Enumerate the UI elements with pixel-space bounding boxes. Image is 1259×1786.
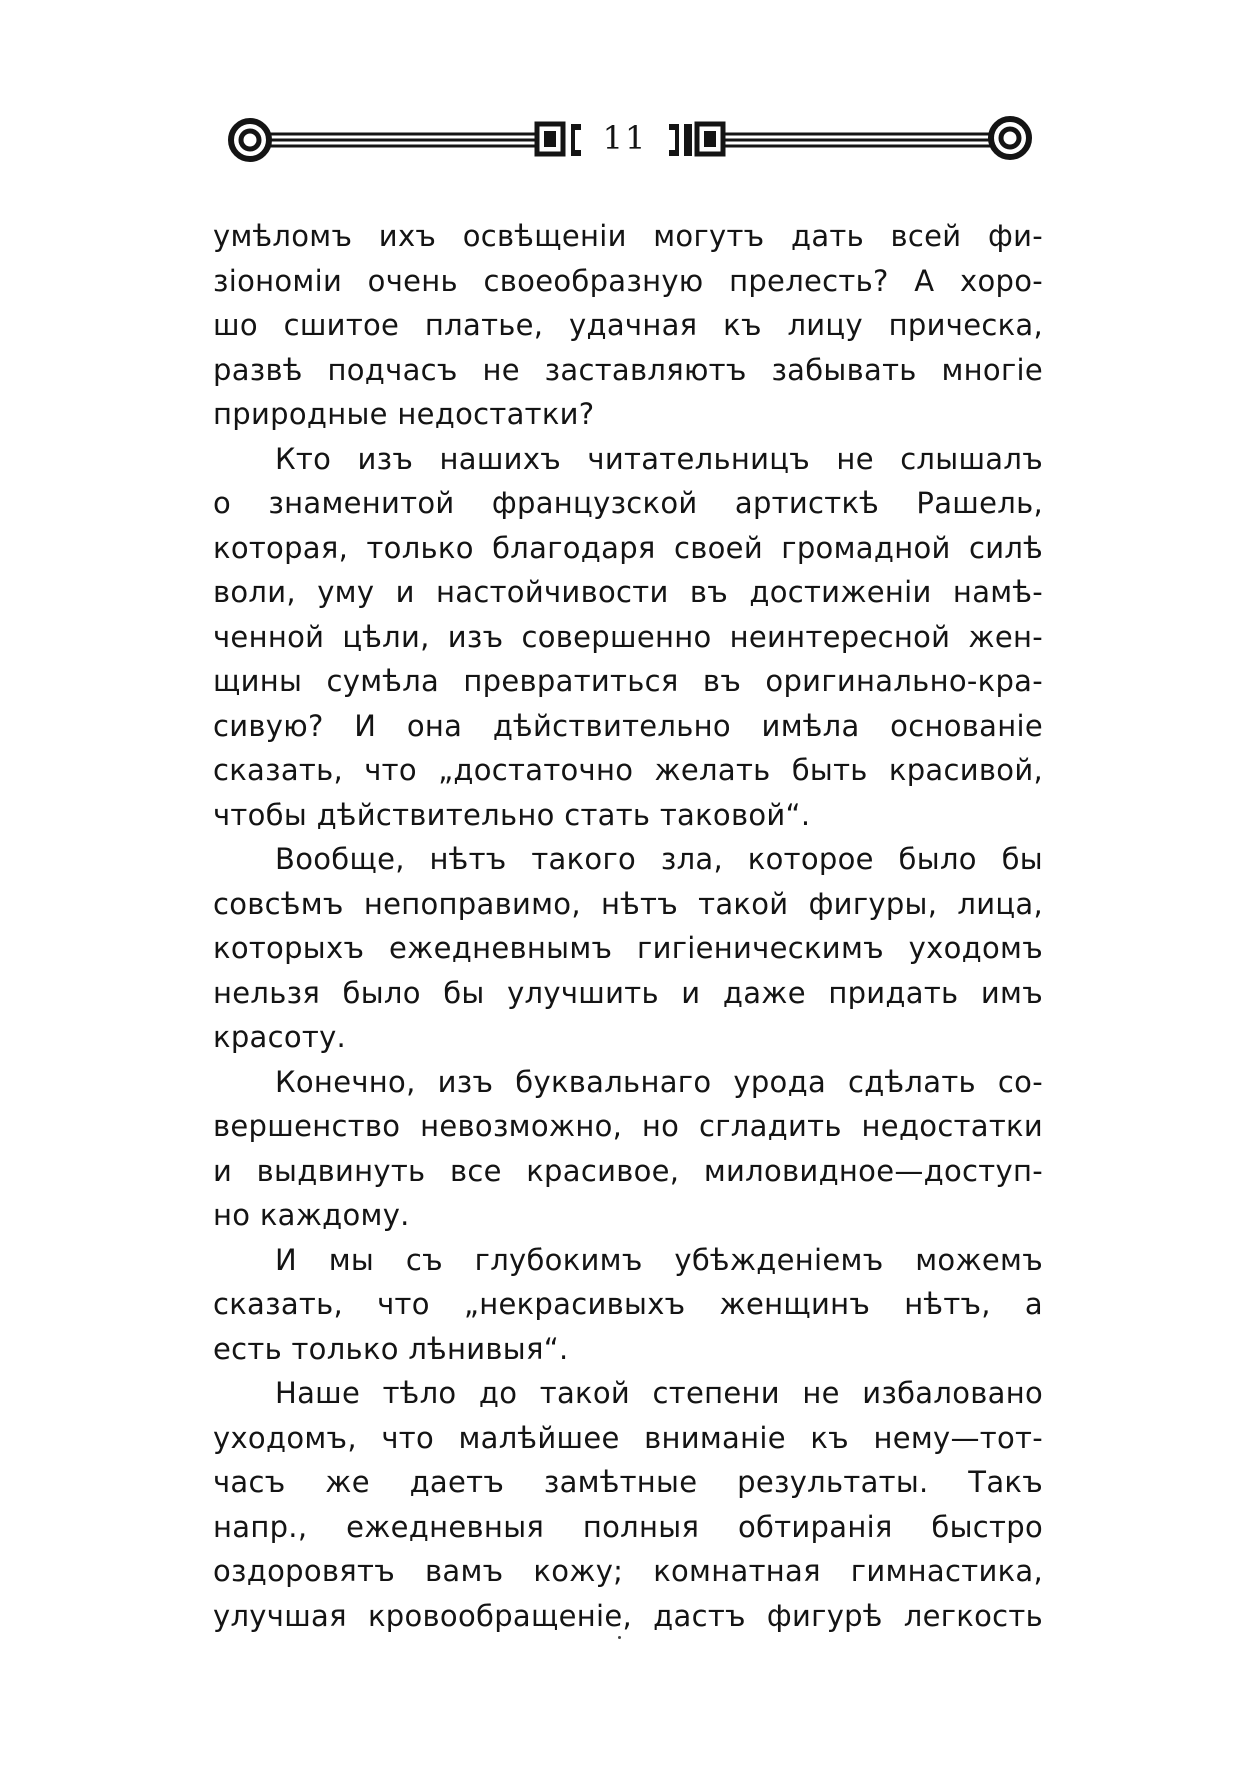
text-line: красоту. (213, 1020, 347, 1054)
text-line: Кто изъ нашихъ читательницъ не слышалъ (275, 441, 1043, 476)
text-line: о знаменитой французской артисткѣ Рашель, (213, 486, 1043, 520)
page-number: 11 (602, 119, 648, 157)
text-line: сивую? И она дѣйствительно имѣла основаніе (213, 708, 1043, 743)
text-line: нельзя было бы улучшить и даже придать имъ (213, 975, 1043, 1010)
text-line: Конечно, изъ буквальнаго урода сдѣлать со- (275, 1064, 1043, 1099)
text-line: сказать, что „некрасивыхъ женщинъ нѣтъ, а (213, 1287, 1043, 1321)
text-line: чтобы дѣйствительно стать таковой“. (213, 797, 811, 832)
text-line: напр., ежедневныя полныя обтиранія быстро (213, 1509, 1043, 1544)
text-line: сказать, что „достаточно желать быть красивой, (213, 753, 1043, 787)
text-line: природные недостатки? (213, 397, 595, 431)
text-line: ченной цѣли, изъ совершенно неинтересной жен- (213, 619, 1043, 654)
text-line: И мы съ глубокимъ убѣжденіемъ можемъ (275, 1242, 1043, 1277)
text-line: но каждому. (213, 1198, 410, 1232)
text-line: шо сшитое платье, удачная къ лицу прическа, (213, 308, 1043, 342)
paragraph (213, 214, 1043, 437)
text-line: и выдвинуть все красивое, миловидное—доступ- (213, 1153, 1043, 1188)
text-line: улучшая кровообращеніе, дастъ фигурѣ легкость (213, 1598, 1043, 1633)
text-line: совсѣмъ непоправимо, нѣтъ такой фигуры, лица, (213, 886, 1043, 921)
text-line: Вообще, нѣтъ такого зла, которое было бы (275, 842, 1043, 876)
text-line: уходомъ, что малѣйшее вниманіе къ нему—тот- (213, 1420, 1043, 1455)
print-speck (618, 1636, 621, 1639)
page-header-ornament (225, 108, 1035, 172)
text-line: часъ же даетъ замѣтные результаты. Такъ (213, 1465, 1043, 1499)
text-line: оздоровятъ вамъ кожу; комнатная гимнастика, (213, 1554, 1043, 1588)
text-line: есть только лѣнивыя“. (213, 1331, 569, 1366)
body-text (213, 214, 1043, 1638)
text-line: зіономіи очень своеобразную прелесть? А хоро- (213, 263, 1043, 298)
text-line: которая, только благодаря своей громадной силѣ (213, 530, 1043, 565)
paragraph (213, 1238, 1043, 1372)
text-line: вершенство невозможно, но сгладить недостатки (213, 1109, 1043, 1143)
text-line: щины сумѣла превратиться въ оригинально-кра- (213, 664, 1043, 698)
paragraph (213, 837, 1043, 1060)
paragraph (213, 437, 1043, 838)
text-line: умѣломъ ихъ освѣщеніи могутъ дать всей фи- (213, 219, 1043, 253)
text-line: развѣ подчасъ не заставляютъ забывать многіе (213, 352, 1043, 387)
text-line: воли, уму и настойчивости въ достиженіи намѣ- (213, 575, 1043, 609)
paragraph (213, 1371, 1043, 1638)
text-line: которыхъ ежедневнымъ гигіеническимъ уходомъ (213, 931, 1043, 965)
text-line: Наше тѣло до такой степени не избаловано (275, 1376, 1043, 1410)
paragraph (213, 1060, 1043, 1238)
